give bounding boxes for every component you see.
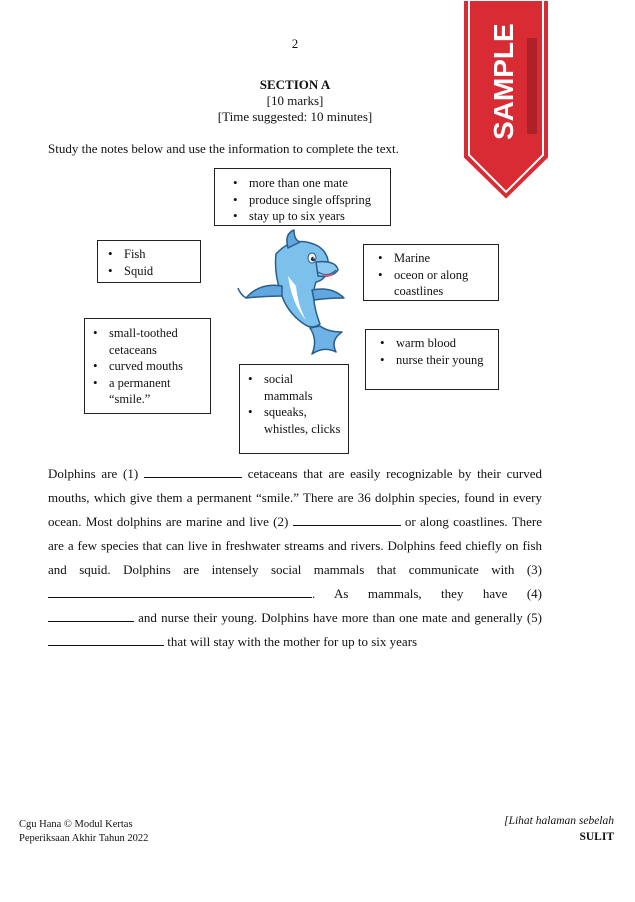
- passage-text: or along coastlines. There are a few species that can live in freshwater streams and rivers. Dolphins feed chiefly on fish and squid. Dolphins are intensely social mammals that communicate with (3): [48, 514, 543, 577]
- note-item: • social mammals: [264, 371, 344, 404]
- note-item: • Marine: [394, 250, 494, 267]
- passage-text: cetaceans that are easily recognizable by their curved mouths, which give them a permanent “smile.” There are 36 dolphin species, found in every ocean. Most dolphins are marine and live (2): [48, 466, 543, 529]
- note-box-top: [214, 168, 391, 226]
- note-item: • warm blood: [396, 335, 494, 352]
- note-item: • more than one mate: [249, 175, 386, 192]
- section-time: [Time suggested: 10 minutes]: [217, 109, 373, 124]
- footer-left-line2: Peperiksaan Akhir Tahun 2022: [19, 833, 149, 844]
- passage-text: . As mammals, they have (4): [312, 586, 542, 601]
- passage-paragraph: [48, 462, 542, 654]
- note-item: • a permanent “smile.”: [109, 375, 206, 408]
- note-item: • small-toothed cetaceans: [109, 325, 206, 358]
- note-item: • Squid: [124, 263, 196, 280]
- note-box-left-upper: [97, 240, 201, 283]
- footer-confidential: SULIT: [579, 831, 614, 843]
- answer-blank-3[interactable]: [48, 583, 312, 598]
- page-number: 2: [291, 36, 299, 51]
- footer-left-line1: Cgu Hana © Modul Kertas: [19, 819, 133, 830]
- note-item: • Fish: [124, 246, 196, 263]
- sample-stamp-banner: [461, 0, 551, 202]
- note-item: • curved mouths: [109, 358, 206, 375]
- footer-next-page: [Lihat halaman sebelah: [504, 815, 614, 827]
- note-box-right-lower: [365, 329, 499, 390]
- sample-stamp-text: SAMPLE: [488, 23, 519, 140]
- answer-blank-5[interactable]: [48, 631, 164, 646]
- note-box-left-lower: [84, 318, 211, 414]
- note-box-right-upper: [363, 244, 499, 301]
- passage-text: Dolphins are (1): [48, 466, 139, 481]
- note-item: • oceon or along coastlines: [394, 267, 494, 300]
- note-item: • squeaks, whistles, clicks: [264, 404, 344, 437]
- note-box-bottom-center: [239, 364, 349, 454]
- answer-blank-2[interactable]: [293, 511, 401, 526]
- section-title: SECTION A: [259, 77, 331, 92]
- note-item: • nurse their young: [396, 352, 494, 369]
- section-marks: [10 marks]: [266, 93, 324, 108]
- answer-blank-4[interactable]: [48, 607, 134, 622]
- passage-text: that will stay with the mother for up to six years: [167, 634, 418, 649]
- footer-left: [19, 818, 148, 846]
- instruction-text: Study the notes below and use the information to complete the text.: [48, 141, 399, 156]
- footer-right: [504, 813, 614, 845]
- dolphin-illustration: [232, 228, 352, 363]
- passage-text: and nurse their young. Dolphins have more than one mate and generally (5): [138, 610, 543, 625]
- note-item: • stay up to six years: [249, 208, 386, 225]
- answer-blank-1[interactable]: [144, 463, 242, 478]
- note-item: • produce single offspring: [249, 192, 386, 209]
